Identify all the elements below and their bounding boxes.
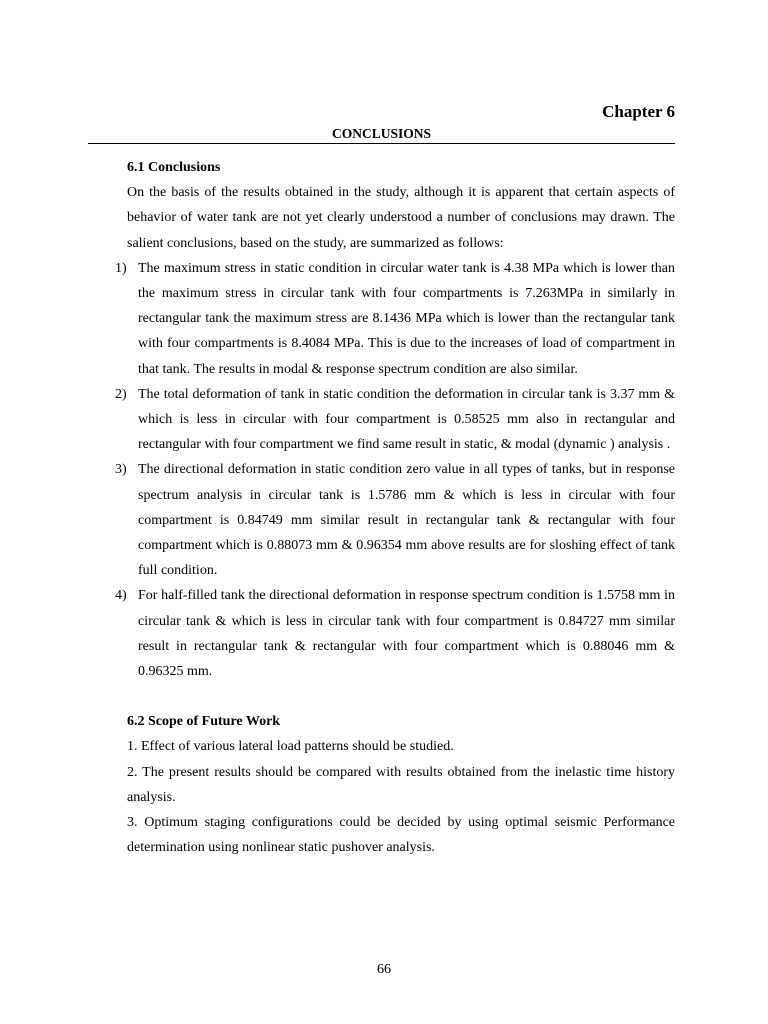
section-heading-conclusions: 6.1 Conclusions — [127, 160, 221, 175]
conclusion-item-text: The total deformation of tank in static condition the deformation in circular tank is 3.37 mm & which is less in circular with four compartment is 0.58525 mm also in rectangular and rectangular with four compartment we find same result in static, & modal (dynamic ) analysis . — [138, 386, 675, 453]
section-spacer — [127, 684, 675, 709]
conclusion-item-number: 2) — [115, 386, 127, 402]
conclusion-item — [115, 457, 675, 583]
header-rule — [88, 143, 675, 144]
conclusion-item-number: 3) — [115, 462, 127, 478]
conclusion-item — [115, 256, 675, 382]
future-work-item: 1. Effect of various lateral load patterns should be studied. — [127, 739, 454, 755]
section-heading-future-work: 6.2 Scope of Future Work — [127, 714, 281, 730]
conclusion-item-number: 4) — [115, 588, 127, 604]
conclusion-item-text: The directional deformation in static condition zero value in all types of tanks, but in response spectrum analysis in circular tank is 1.5786 mm & which is less in circular with four compartment is 0.84749 mm similar result in rectangular tank & rectangular with four compartment which is 0.88073 mm & 0.96354 mm above results are for sloshing effect of tank full condition. — [138, 462, 675, 579]
conclusions-list — [115, 256, 675, 684]
conclusion-item-number: 1) — [115, 260, 127, 276]
future-work-item: 3. Optimum staging configurations could be decided by using optimal seismic Performance determination using nonlinear static pushover analysis. — [127, 815, 675, 856]
conclusion-item-text: For half-filled tank the directional deformation in response spectrum condition is 1.5758 mm in circular tank & which is less in circular tank with four compartment is 0.84727 mm similar result in rectangular tank & rectangular with four compartment which is 0.88046 mm & 0.96325 mm. — [138, 588, 675, 680]
page-number: 66 — [377, 962, 391, 977]
conclusion-item-text: The maximum stress in static condition in circular water tank is 4.38 MPa which is lower than the maximum stress in circular tank with four compartments is 7.263MPa in similarly in rectangular tank the maximum stress are 8.1436 MPa which is lower than the rectangular tank with four compartments is 8.4084 MPa. This is due to the increases of load of compartment in that tank. The results in modal & response spectrum condition are also similar. — [138, 260, 675, 377]
chapter-title: CONCLUSIONS — [331, 126, 432, 141]
conclusion-item — [115, 583, 675, 684]
conclusion-item — [115, 382, 675, 458]
conclusions-intro: On the basis of the results obtained in the study, although it is apparent that certain aspects of behavior of water tank are not yet clearly understood a number of conclusions may drawn. The salient conclusions, based on the study, are summarized as follows: — [127, 185, 675, 251]
page-content — [115, 155, 675, 860]
future-work-item: 2. The present results should be compared with results obtained from the inelastic time history analysis. — [127, 764, 675, 805]
chapter-label: Chapter 6 — [602, 102, 675, 121]
